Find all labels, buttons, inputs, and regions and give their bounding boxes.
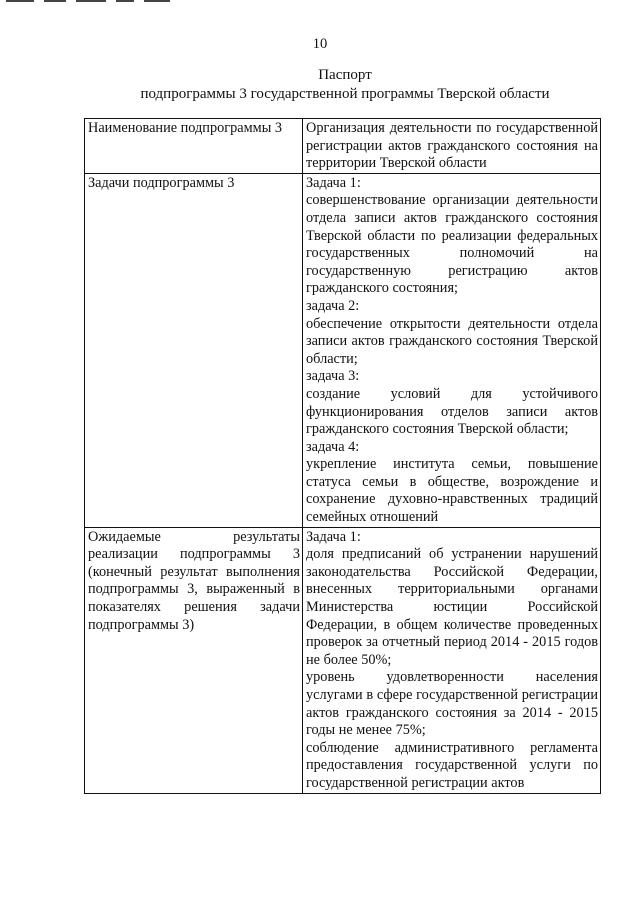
task-3-heading: задача 3: (306, 368, 360, 385)
task-1-text: совершенствование организации деятельности отдела записи актов гражданского состояния Тверской области по реализации федеральных государственных полномочий на государственную регистрацию актов гражданского состояния; (306, 192, 598, 297)
scan-edge-marks (0, 0, 180, 4)
passport-table (84, 118, 601, 794)
row-content-results (303, 527, 601, 793)
row-content-name: Организация деятельности по государственной регистрации актов гражданского состояния на территории Тверской области (303, 119, 601, 174)
row-label-results: Ожидаемые результаты реализации подпрограммы 3 (конечный результат выполнения подпрограммы 3, выраженный в показателях решения задачи подпрограммы 3) (85, 527, 303, 793)
document-title (0, 66, 640, 104)
task-2-heading: задача 2: (306, 297, 360, 314)
title-line-2: подпрограммы 3 государственной программы Тверской области (140, 86, 550, 102)
result-task-1-heading: Задача 1: (306, 528, 361, 545)
result-indicator-3: соблюдение административного регламента предоставления государственной услуги по государственной регистрации актов (306, 739, 598, 791)
table-row-results (85, 527, 601, 793)
task-2-text: обеспечение открытости деятельности отдела записи актов гражданского состояния Тверской области; (306, 315, 598, 367)
table-row-name (85, 119, 601, 174)
title-line-1: Паспорт (318, 67, 372, 83)
table-row-tasks (85, 173, 601, 527)
row-label-name: Наименование подпрограммы 3 (85, 119, 303, 174)
result-indicator-2: уровень удовлетворенности населения услугами в сфере государственной регистрации актов гражданского состояния за 2014 - 2015 годы не менее 75%; (306, 669, 598, 739)
task-4-heading: задача 4: (306, 438, 360, 455)
task-1-heading: Задача 1: (306, 174, 361, 191)
result-indicator-1: доля предписаний об устранении нарушений законодательства Российской Федерации, внесенных территориальными органами Министерства юстиции Российской Федерации, в общем количестве проведенных проверок за отчетный период 2014 - 2015 годов не более 50%; (306, 546, 598, 668)
row-label-tasks: Задачи подпрограммы 3 (85, 173, 303, 527)
row-content-tasks (303, 173, 601, 527)
page-number: 10 (312, 36, 328, 52)
task-3-text: создание условий для устойчивого функционирования отделов записи актов гражданского состояния Тверской области; (306, 385, 598, 438)
task-4-text: укрепление института семьи, повышение статуса семьи в обществе, возрождение и сохранение духовно-нравственных традиций семейных отношений (306, 456, 598, 526)
